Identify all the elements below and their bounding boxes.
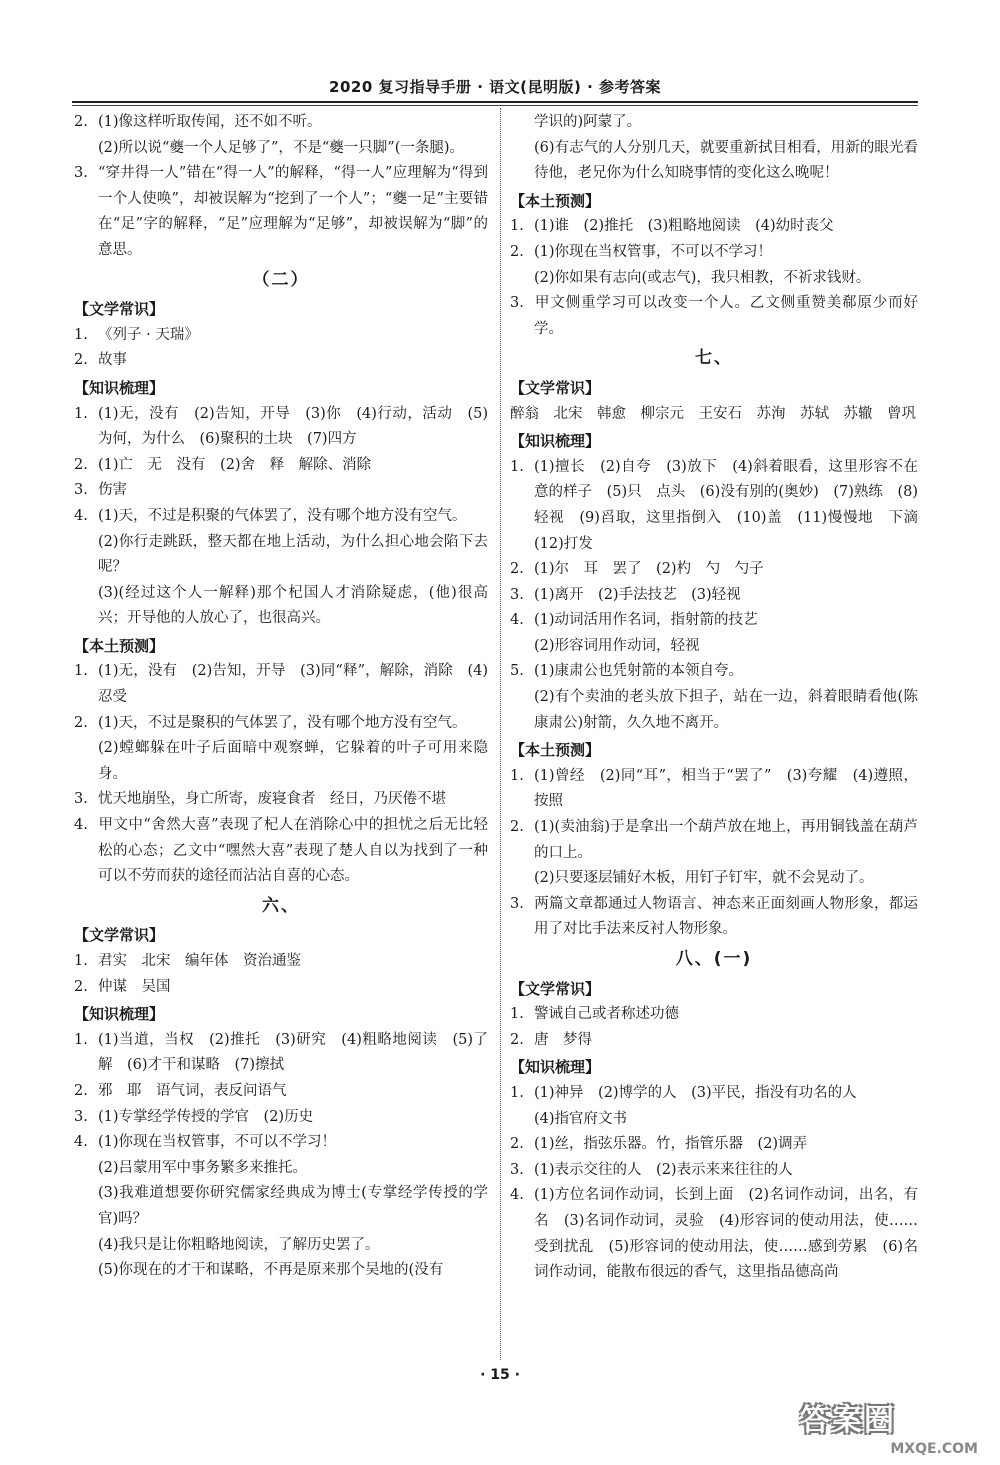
section-heading: 【本土预测】: [510, 191, 601, 210]
item-text: (1)曾经 (2)同“耳”，相当于“罢了” (3)夸耀 (4)遵照，按照: [534, 767, 918, 810]
section-heading: 【知识梳理】: [74, 378, 165, 397]
section-title: 八、(一): [675, 949, 753, 969]
answer-item: [510, 608, 918, 634]
item-text: (1)丝，指弦乐器。竹，指管乐器 (2)调弄: [534, 1136, 808, 1153]
answer-item: [74, 813, 488, 890]
item-number: 1.: [510, 1084, 524, 1101]
item-number: 5.: [510, 663, 524, 680]
item-text: (1)你现在当权管事，不可以不学习！: [534, 243, 773, 260]
item-text: (1)像这样听取传闻，还不如不听。: [98, 114, 322, 130]
answer-item: [74, 323, 488, 349]
item-text: (1)无，没有 (2)告知，开导 (3)同“释”，解除，消除 (4)忍受: [98, 663, 488, 706]
answer-item: [510, 892, 918, 943]
item-number: 4.: [74, 817, 88, 834]
item-number: 3.: [74, 482, 88, 499]
answer-list: [74, 323, 488, 374]
item-text: 两篇文章都通过人物语言、神态来正面刻画人物形象，都运用了对比手法来反衬人物形象。: [534, 895, 918, 938]
item-number: 3.: [510, 1161, 524, 1178]
right-column: [510, 110, 933, 1286]
answer-item: [74, 1105, 488, 1131]
answer-item: [510, 1158, 918, 1184]
section-heading: 【文学常识】: [74, 926, 165, 945]
item-number: 1.: [510, 1006, 524, 1023]
answer-subline: (2)吕蒙用军中事务繁多来推托。: [98, 1159, 308, 1176]
item-number: 4.: [510, 612, 524, 629]
column-divider: [500, 108, 501, 1360]
answer-item: [510, 1002, 918, 1028]
answer-list: [510, 214, 918, 342]
answer-list: [74, 402, 488, 632]
item-number: 1.: [74, 1031, 88, 1048]
section-heading: 【知识梳理】: [510, 1058, 601, 1077]
item-number: 3.: [74, 791, 88, 808]
answer-list: [510, 764, 918, 943]
item-number: 1.: [510, 218, 524, 235]
section-title: 六、: [262, 895, 300, 916]
section-title: （二）: [252, 269, 310, 290]
answer-item: [74, 402, 488, 453]
item-text: (1)当道，当权 (2)推托 (3)研究 (4)粗略地阅读 (5)了解 (6)才干和谋略 (7)擦拭: [98, 1031, 488, 1074]
header-rule-thin: [72, 105, 918, 106]
answer-item: [74, 949, 488, 975]
answer-item: [510, 291, 918, 342]
item-text: 仲谋 吴国: [98, 978, 171, 995]
answer-item: [510, 240, 918, 266]
item-text: (1)谁 (2)推托 (3)粗略地阅读 (4)幼时丧父: [534, 218, 834, 235]
item-text: 警诫自己或者称述功德: [534, 1006, 679, 1023]
item-number: 4.: [510, 1187, 524, 1204]
item-number: 1.: [74, 326, 88, 343]
item-number: 1.: [510, 767, 524, 784]
answer-item: [510, 583, 918, 609]
item-text: 《列子 · 天瑞》: [98, 326, 199, 343]
item-number: 2.: [74, 114, 88, 130]
item-number: 3.: [74, 1108, 88, 1125]
item-number: 3.: [510, 295, 524, 312]
answer-item: [74, 1130, 488, 1156]
item-number: 4.: [74, 507, 88, 524]
section-title: 七、: [695, 348, 733, 369]
item-text: (1)专掌经学传授的学官 (2)历史: [98, 1108, 314, 1125]
header-rule: [72, 101, 918, 103]
answer-item: [510, 214, 918, 240]
item-text: 唐 梦得: [534, 1031, 592, 1048]
answer-item: [510, 455, 933, 557]
item-number: 2.: [74, 456, 88, 473]
answer-item: [74, 110, 488, 136]
item-text: (1)表示交往的人 (2)表示来来往往的人: [534, 1161, 793, 1178]
item-text: (1)(卖油翁)于是拿出一个葫芦放在地上，再用铜钱盖在葫芦的口上。: [534, 819, 918, 861]
item-text: (1)擅长 (2)自夸 (3)放下 (4)斜着眼看，这里形容不在意的样子 (5)只 点头 (6)没有别的(奥妙) (7)熟练 (8)轻视 (9)舀取，这里指倒入 (10)盖 (11)慢慢地 下滴 (12)打发: [534, 458, 933, 552]
item-text: 忧天地崩坠，身亡所寄，废寝食者 经日，乃厌倦不堪: [98, 791, 446, 808]
section-heading: 【本土预测】: [510, 741, 601, 760]
item-text: “穿井得一人”错在“得一人”的解释，“得一人”应理解为“得到一个人使唤”，却被误解为“挖到了一个人”；“夔一足”主要错在“足”字的解释，“足”应理解为“足够”，却被误解为“脚”的意思。: [98, 165, 488, 258]
item-text: (1)天，不过是积聚的气体罢了，没有哪个地方没有空气。: [98, 507, 467, 524]
section-heading: 【知识梳理】: [74, 1005, 165, 1024]
answer-item: [74, 504, 488, 530]
answer-subline: (2)形容词用作动词，轻视: [534, 637, 700, 654]
item-number: 2.: [510, 561, 524, 578]
answer-item: [74, 453, 488, 479]
item-text: (1)天，不过是聚积的气体罢了，没有哪个地方没有空气。: [98, 714, 467, 731]
answer-item: [510, 764, 918, 815]
item-text: 君实 北宋 编年体 资治通鉴: [98, 953, 301, 969]
answer-subline: (2)所以说“夔一个人足够了”，不是“夔一只脚”(一条腿)。: [98, 139, 465, 156]
answer-subline: (3)(经过这个人一解释)那个杞国人才消除疑虑，(他)很高兴；开导他的人放心了，也很高兴。: [98, 584, 488, 627]
answer-list: [74, 659, 488, 889]
page-number: · 15 ·: [480, 1367, 520, 1383]
section-heading: 【本土预测】: [74, 636, 165, 655]
answer-item: [510, 557, 918, 583]
item-text: 邪 耶 语气词，表反问语气: [98, 1082, 287, 1099]
item-number: 3.: [510, 895, 524, 912]
answer-item: [74, 787, 488, 813]
item-number: 2.: [510, 1136, 524, 1153]
answer-item: [510, 815, 918, 866]
continued-text: 学识的)阿蒙了。: [534, 114, 642, 130]
answer-subline: (2)螳螂躲在叶子后面暗中观察蝉，它躲着的叶子可用来隐身。: [98, 740, 488, 782]
answer-subline: (2)你如果有志向(或志气)，我只相教，不祈求钱财。: [534, 269, 871, 286]
item-number: 2.: [510, 243, 524, 260]
answer-list: [74, 949, 488, 1000]
item-number: 2.: [510, 819, 524, 836]
item-text: (1)离开 (2)手法技艺 (3)轻视: [534, 586, 741, 603]
item-number: 3.: [510, 586, 524, 603]
item-number: 1.: [74, 405, 88, 422]
answer-item: [510, 1028, 918, 1054]
item-number: 2.: [74, 1082, 88, 1099]
section-heading: 【文学常识】: [74, 300, 165, 319]
answer-list: [510, 455, 933, 737]
item-text: (1)康肃公也凭射箭的本领自夸。: [534, 663, 744, 680]
answer-list: [510, 1081, 918, 1286]
item-text: (1)方位名词作动词，长到上面 (2)名词作动词，出名，有名 (3)名词作动词，灵验 (4)形容词的使动用法，使……受到扰乱 (5)形容词的使动用法，使……感到劳累 (6)名词作动词，能散布很远的香气，这里指品德高尚: [534, 1187, 918, 1281]
item-text: (1)动词活用作名词，指射箭的技艺: [534, 612, 758, 629]
left-column: [74, 110, 488, 1284]
item-text: (1)亡 无 没有 (2)舍 释 解除、消除: [98, 456, 372, 473]
item-text: (1)神异 (2)博学的人 (3)平民，指没有功名的人: [534, 1084, 857, 1101]
answer-item: [510, 659, 918, 685]
item-text: (1)无，没有 (2)告知，开导 (3)你 (4)行动，活动 (5)为何，为什么 (6)聚积的土块 (7)四方: [98, 405, 488, 448]
item-text: 故事: [98, 352, 127, 369]
watermark-logo: 答案圈: [800, 1403, 896, 1438]
answer-item: [510, 1132, 918, 1158]
answer-list: [510, 1002, 918, 1053]
answer-list: [74, 110, 488, 264]
item-number: 2.: [74, 352, 88, 369]
item-number: 1.: [74, 953, 88, 969]
answer-item: [74, 348, 488, 374]
answer-item: [74, 1079, 488, 1105]
item-number: 2.: [74, 714, 88, 731]
item-number: 3.: [74, 165, 88, 182]
item-number: 2.: [74, 978, 88, 995]
continued-text: (6)有志气的人分别几天，就要重新拭目相看，用新的眼光看待他，老兄你为什么知晓事情的变化这么晚呢！: [534, 139, 918, 182]
answer-list: [74, 1028, 488, 1284]
answer-text: 醉翁 北宋 韩愈 柳宗元 王安石 苏洵 苏轼 苏辙 曾巩: [510, 405, 916, 422]
section-heading: 【知识梳理】: [510, 432, 601, 451]
answer-item: [74, 711, 488, 737]
item-number: 1.: [510, 458, 524, 475]
answer-subline: (2)只要逐层铺好木板，用钉子钉牢，就不会晃动了。: [534, 870, 874, 887]
item-number: 4.: [74, 1134, 88, 1151]
answer-subline: (5)你现在的才干和谋略，不再是原来那个吴地的(没有: [98, 1262, 444, 1279]
answer-subline: (2)有个卖油的老头放下担子，站在一边，斜着眼睛看他(陈康肃公)射箭，久久地不离开。: [534, 689, 918, 731]
item-text: (1)你现在当权管事，不可以不学习！: [98, 1134, 337, 1151]
answer-subline: (3)我难道想要你研究儒家经典成为博士(专掌经学传授的学官)吗？: [98, 1185, 488, 1227]
watermark-url: MXQE.COM: [890, 1441, 978, 1457]
answer-subline: (2)你行走跳跃，整天都在地上活动，为什么担心地会陷下去呢？: [98, 533, 488, 576]
item-text: 甲文侧重学习可以改变一个人。乙文侧重赞美郗原少而好学。: [534, 295, 918, 337]
page-header: 2020 复习指导手册 · 语文(昆明版) · 参考答案: [329, 78, 661, 96]
watermark: [800, 1395, 978, 1457]
answer-item: [510, 1183, 918, 1285]
item-text: (1)尔 耳 罢了 (2)杓 勺 勺子: [534, 561, 764, 578]
item-text: 伤害: [98, 482, 127, 499]
answer-item: [510, 1081, 918, 1107]
section-heading: 【文学常识】: [510, 979, 601, 998]
answer-item: [74, 161, 488, 263]
answer-subline: (4)指官府文书: [534, 1110, 628, 1127]
answer-subline: (4)我只是让你粗略地阅读，了解历史罢了。: [98, 1236, 380, 1253]
section-heading: 【文学常识】: [510, 378, 601, 397]
item-text: 甲文中“舍然大喜”表现了杞人在消除心中的担忧之后无比轻松的心态；乙文中“嘿然大喜”表现了楚人自以为找到了一种可以不劳而获的途径而沾沾自喜的心态。: [98, 817, 488, 885]
answer-item: [74, 659, 488, 710]
item-number: 1.: [74, 663, 88, 680]
item-number: 2.: [510, 1031, 524, 1048]
answer-item: [74, 975, 488, 1001]
answer-item: [74, 1028, 488, 1079]
answer-item: [74, 478, 488, 504]
